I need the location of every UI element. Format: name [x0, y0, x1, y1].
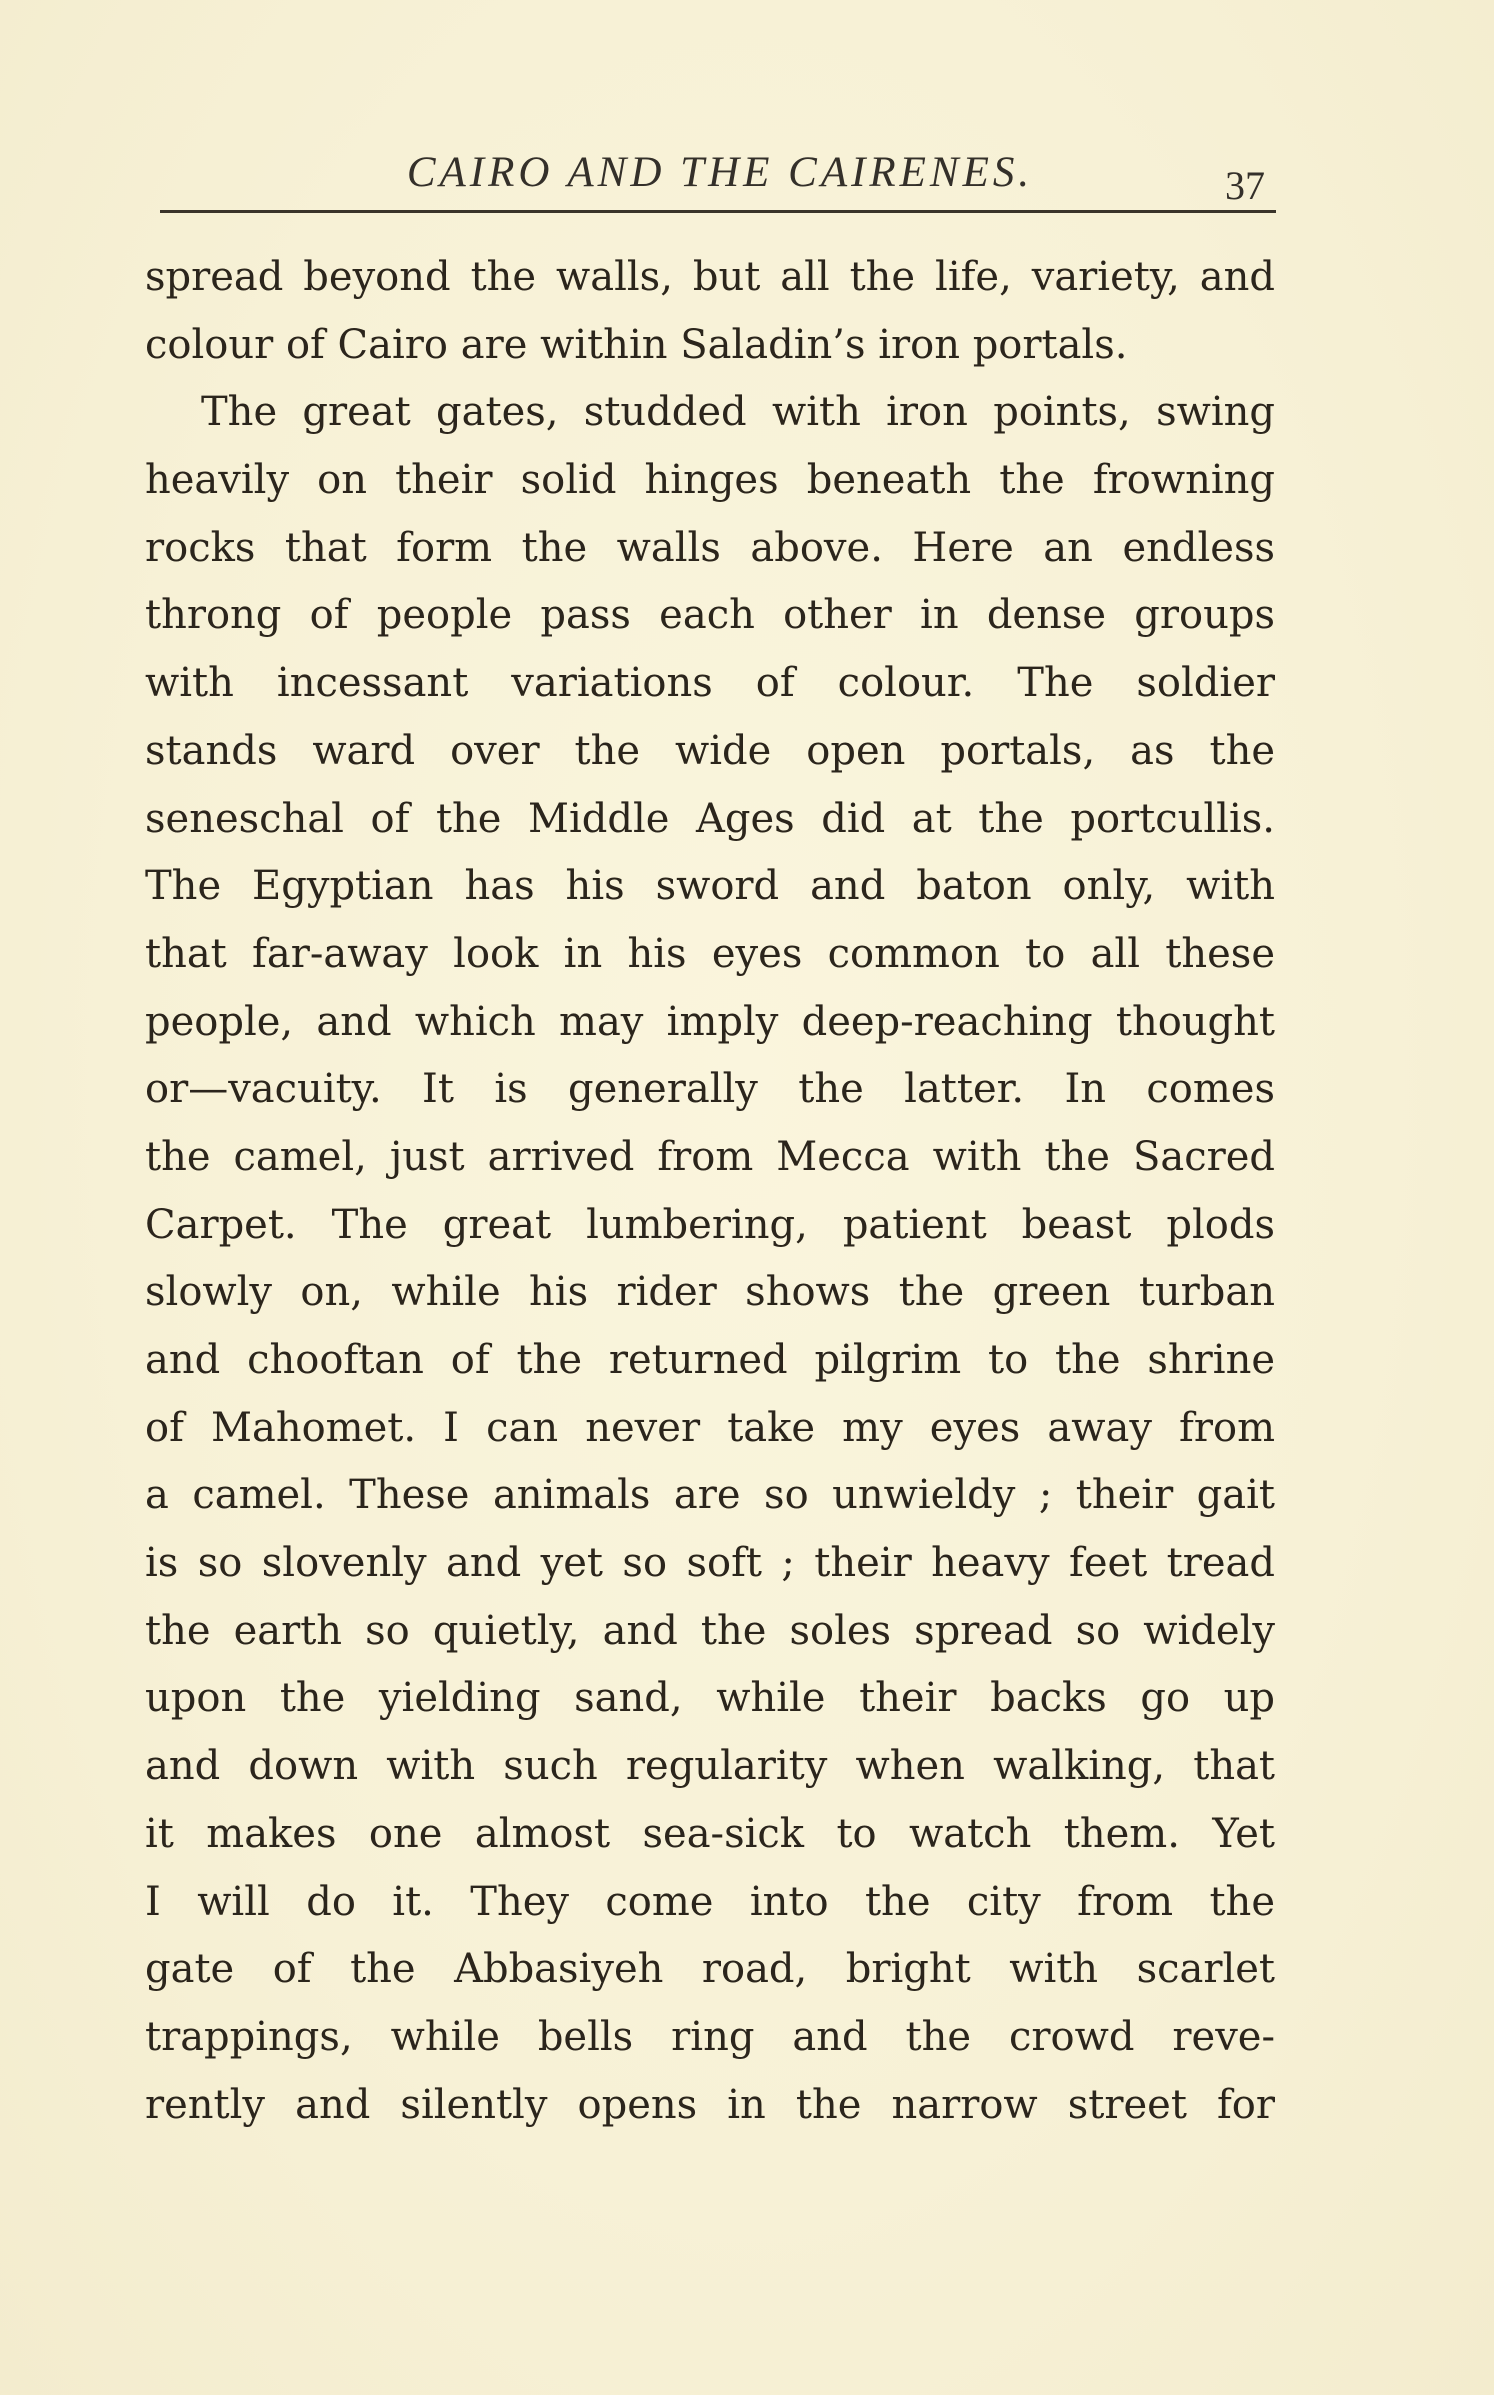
text-line: upon the yielding sand, while their backs go up [145, 1675, 1275, 1722]
text-line: and chooftan of the returned pilgrim to the shrine [145, 1337, 1275, 1383]
body-text [145, 244, 1275, 2139]
text-line: gate of the Abbasiyeh road, bright with scarlet [145, 1946, 1275, 1993]
text-line: people, and which may imply deep-reaching thought [145, 998, 1275, 1045]
text-line: rently and silently opens in the narrow street for [145, 2081, 1275, 2128]
text-line: with incessant variations of colour. The soldier [145, 660, 1275, 707]
text-line: that far-away look in his eyes common to all these [145, 930, 1275, 977]
text-line: stands ward over the wide open portals, as the [145, 727, 1275, 774]
text-line: rocks that form the walls above. Here an endless [145, 524, 1275, 571]
text-line: heavily on their solid hinges beneath the frowning [145, 457, 1275, 504]
text-line: the camel, just arrived from Mecca with the Sacred [145, 1133, 1275, 1180]
text-line: the earth so quietly, and the soles spread so widely [145, 1607, 1275, 1654]
header-rule [160, 210, 1276, 213]
text-line: Carpet. The great lumbering, patient beast plods [145, 1201, 1275, 1248]
text-line: it makes one almost sea-sick to watch them. Yet [145, 1810, 1275, 1857]
text-line: and down with such regularity when walking, that [145, 1743, 1275, 1790]
text-line: throng of people pass each other in dense groups [145, 592, 1275, 639]
text-line: slowly on, while his rider shows the green turban [145, 1269, 1275, 1316]
text-line: is so slovenly and yet so soft ; their heavy feet tread [145, 1540, 1275, 1587]
text-line: spread beyond the walls, but all the life, variety, and [145, 254, 1275, 300]
paragraph-first-line: The great gates, studded with iron points, swing [201, 389, 1275, 436]
running-head [0, 148, 1494, 208]
running-title: CAIRO AND THE CAIRENES. [406, 149, 1034, 196]
text-line: colour of Cairo are within Saladin’s iron portals. [145, 321, 1128, 368]
text-line: seneschal of the Middle Ages did at the portcullis. [145, 795, 1275, 842]
text-line: I will do it. They come into the city from the [145, 1878, 1275, 1925]
text-line: trappings, while bells ring and the crowd reve- [145, 2013, 1275, 2060]
text-line: a camel. These animals are so unwieldy ; their gait [145, 1472, 1275, 1519]
text-line: of Mahomet. I can never take my eyes away from [145, 1404, 1275, 1451]
page-number: 37 [1225, 163, 1265, 208]
text-line: or—vacuity. It is generally the latter. In comes [145, 1066, 1275, 1113]
text-line: The Egyptian has his sword and baton only, with [145, 863, 1275, 910]
